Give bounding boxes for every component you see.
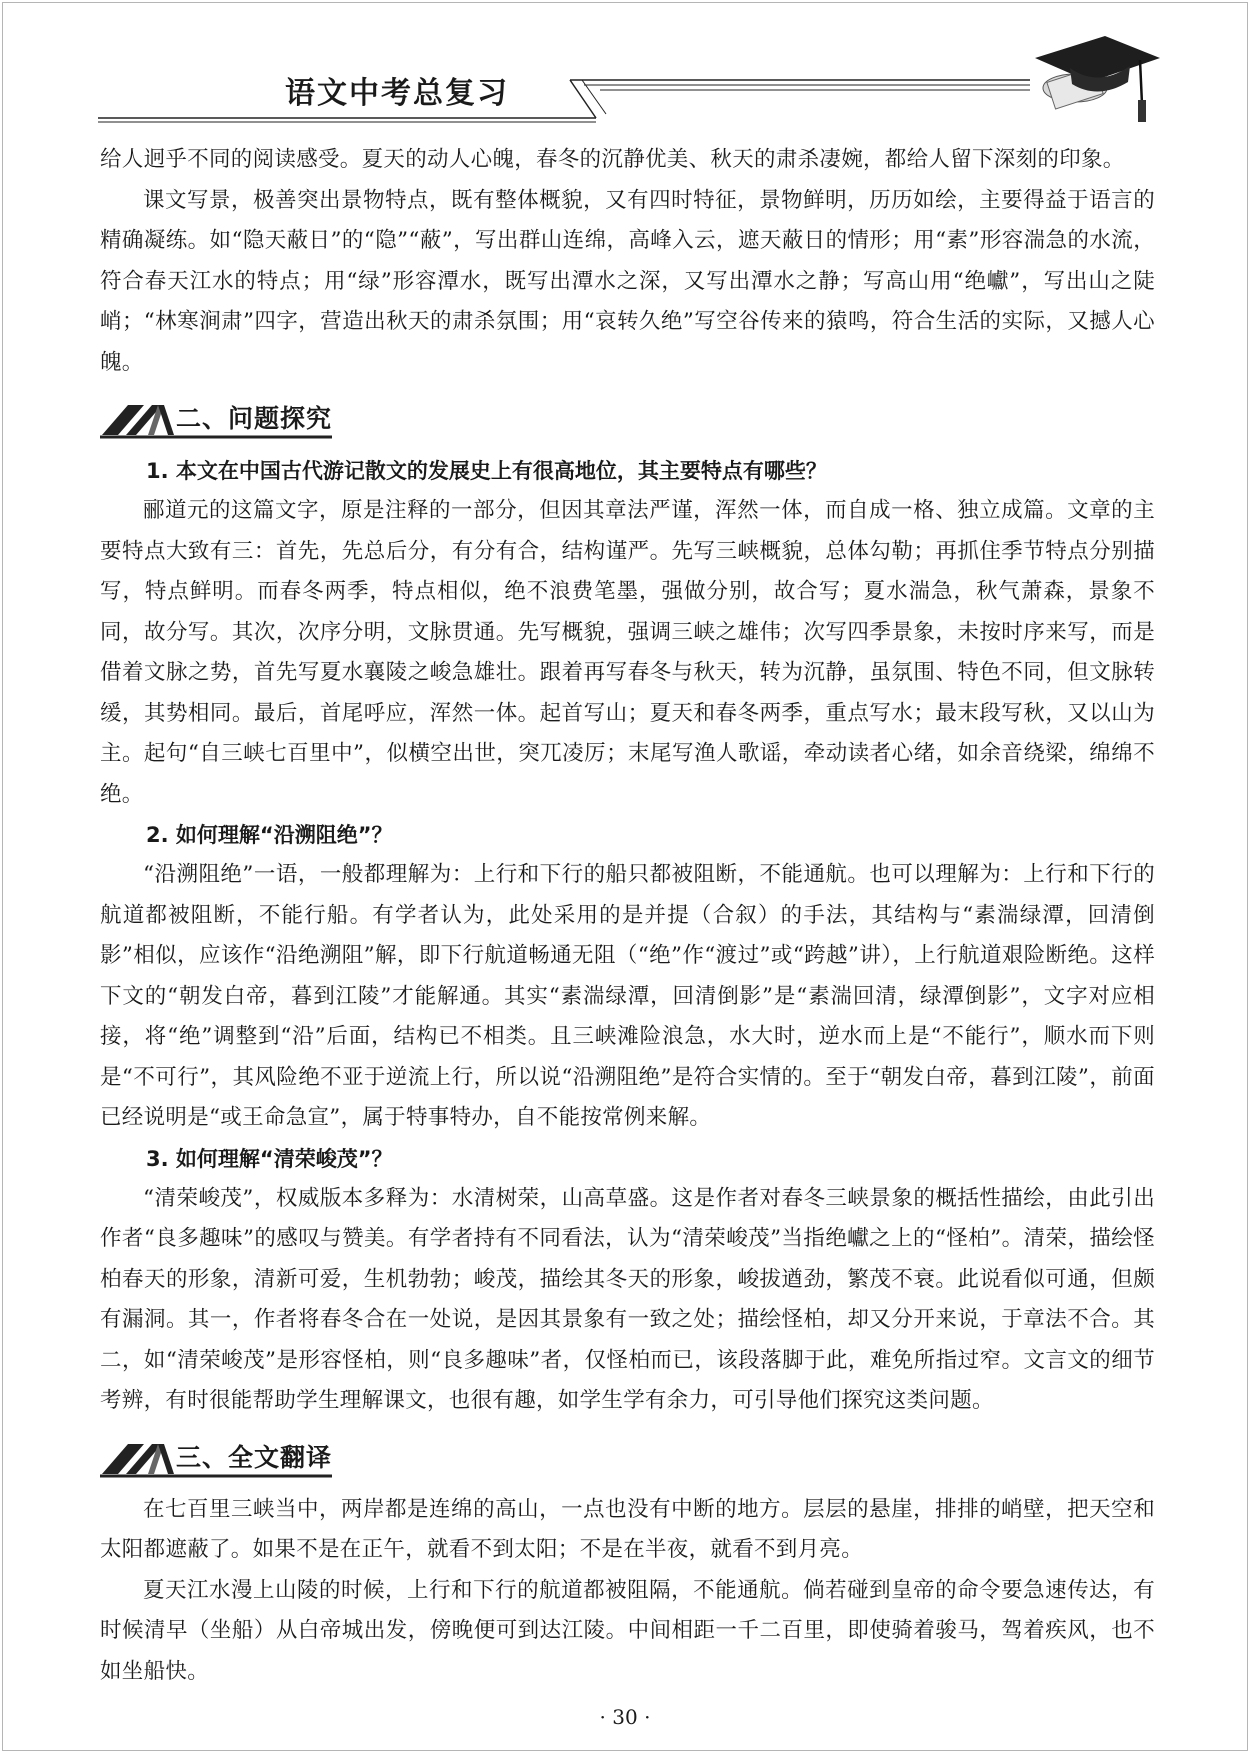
header-title: 语文中考总复习 xyxy=(285,76,509,111)
section-heading-translation xyxy=(100,1432,1155,1484)
main-content xyxy=(100,140,1155,1692)
translation-paragraph-2: 夏天江水漫上山陵的时候，上行和下行的航道都被阻隔，不能通航。倘若碰到皇帝的命令要急速传达，有时候清早（坐船）从白帝城出发，傍晚便可到达江陵。中间相距一千二百里，即使骑着骏马，驾着疾风，也不如坐船快。 xyxy=(100,1577,1155,1684)
intro-paragraph: 课文写景，极善突出景物特点，既有整体概貌，又有四时特征，景物鲜明，历历如绘，主要得益于语言的精确凝练。如“隐天蔽日”的“隐”“蔽”，写出群山连绵，高峰入云，遮天蔽日的情形；用“素”形容湍急的水流，符合春天江水的特点；用“绿”形容潭水，既写出潭水之深，又写出潭水之静；写高山用“绝巘”，写出山之陡峭；“林寒涧肃”四字，营造出秋天的肃杀氛围；用“哀转久绝”写空谷传来的猿鸣，符合生活的实际，又撼人心魄。 xyxy=(100,187,1155,375)
translation-paragraph-1: 在七百里三峡当中，两岸都是连绵的高山，一点也没有中断的地方。层层的悬崖，排排的峭壁，把天空和太阳都遮蔽了。如果不是在正午，就看不到太阳；不是在半夜，就看不到月亮。 xyxy=(100,1496,1155,1562)
question-1: 1. 本文在中国古代游记散文的发展史上有很高地位，其主要特点有哪些？ xyxy=(146,459,827,483)
question-3: 3. 如何理解“清荣峻茂”？ xyxy=(146,1146,393,1171)
graduation-cap-icon xyxy=(1035,36,1160,122)
page-number: · 30 · xyxy=(599,1705,651,1729)
section-title: 二、问题探究 xyxy=(176,404,333,433)
header-slant-1 xyxy=(570,80,596,118)
section-title: 三、全文翻译 xyxy=(176,1442,333,1472)
page-header xyxy=(0,0,1250,140)
question-2: 2. 如何理解“沿溯阻绝”？ xyxy=(146,823,393,847)
header-decoration xyxy=(0,0,1250,140)
answer-1: 郦道元的这篇文字，原是注释的一部分，但因其章法严谨，浑然一体，而自成一格、独立成篇。文章的主要特点大致有三：首先，先总后分，有分有合，结构谨严。先写三峡概貌，总体勾勒；再抓住季节特点分别描写，特点鲜明。而春冬两季，特点相似，绝不浪费笔墨，强做分别，故合写；夏水湍急，秋气萧森，景象不同，故分写。其次，次序分明，文脉贯通。先写概貌，强调三峡之雄伟；次写四季景象，未按时序来写，而是借着文脉之势，首先写夏水襄陵之峻急雄壮。跟着再写春冬与秋天，转为沉静，虽氛围、特色不同，但文脉转缓，其势相同。最后，首尾呼应，浑然一体。起首写山；夏天和春冬两季，重点写水；最末段写秋，又以山为主。起句“自三峡七百里中”，似横空出世，突兀凌厉；末尾写渔人歌谣，牵动读者心绪，如余音绕梁，绵绵不绝。 xyxy=(100,498,1155,807)
answer-3: “清荣峻茂”，权威版本多释为：水清树荣，山高草盛。这是作者对春冬三峡景象的概括性描绘，由此引出作者“良多趣味”的感叹与赞美。有学者持有不同看法，认为“清荣峻茂”当指绝巘之上的“怪柏”。清荣，描绘怪柏春天的形象，清新可爱，生机勃勃；峻茂，描绘其冬天的形象，峻拔遒劲，繁茂不衰。此说看似可通，但颇有漏洞。其一，作者将春冬合在一处说，是因其景象有一致之处；描绘怪柏，却又分开来说，于章法不合。其二，如“清荣峻茂”是形容怪柏，则“良多趣味”者，仅怪柏而已，该段落脚于此，难免所指过窄。文言文的细节考辨，有时很能帮助学生理解课文，也很有趣，如学生学有余力，可引导他们探究这类问题。 xyxy=(100,1185,1155,1413)
answer-2: “沿溯阻绝”一语，一般都理解为：上行和下行的船只都被阻断，不能通航。也可以理解为：上行和下行的航道都被阻断，不能行船。有学者认为，此处采用的是并提（合叙）的手法，其结构与“素湍绿潭，回清倒影”相似，应该作“沿绝溯阻”解，即下行航道畅通无阻（“绝”作“渡过”或“跨越”讲），上行航道艰险断绝。这样下文的“朝发白帝，暮到江陵”才能解通。其实“素湍绿潭，回清倒影”是“素湍回清，绿潭倒影”，文字对应相接，将“绝”调整到“沿”后面，结构已不相类。且三峡滩险浪急，水大时，逆水而上是“不能行”，顺水而下则是“不可行”，其风险绝不亚于逆流上行，所以说“沿溯阻绝”是符合实情的。至于“朝发白帝，暮到江陵”，前面已经说明是“或王命急宣”，属于特事特办，自不能按常例来解。 xyxy=(100,862,1155,1130)
intro-paragraph-continued: 给人迥乎不同的阅读感受。夏天的动人心魄，春冬的沉静优美、秋天的肃杀凄婉，都给人留下深刻的印象。 xyxy=(100,147,1125,172)
section-heading-inquiry xyxy=(100,393,1155,445)
